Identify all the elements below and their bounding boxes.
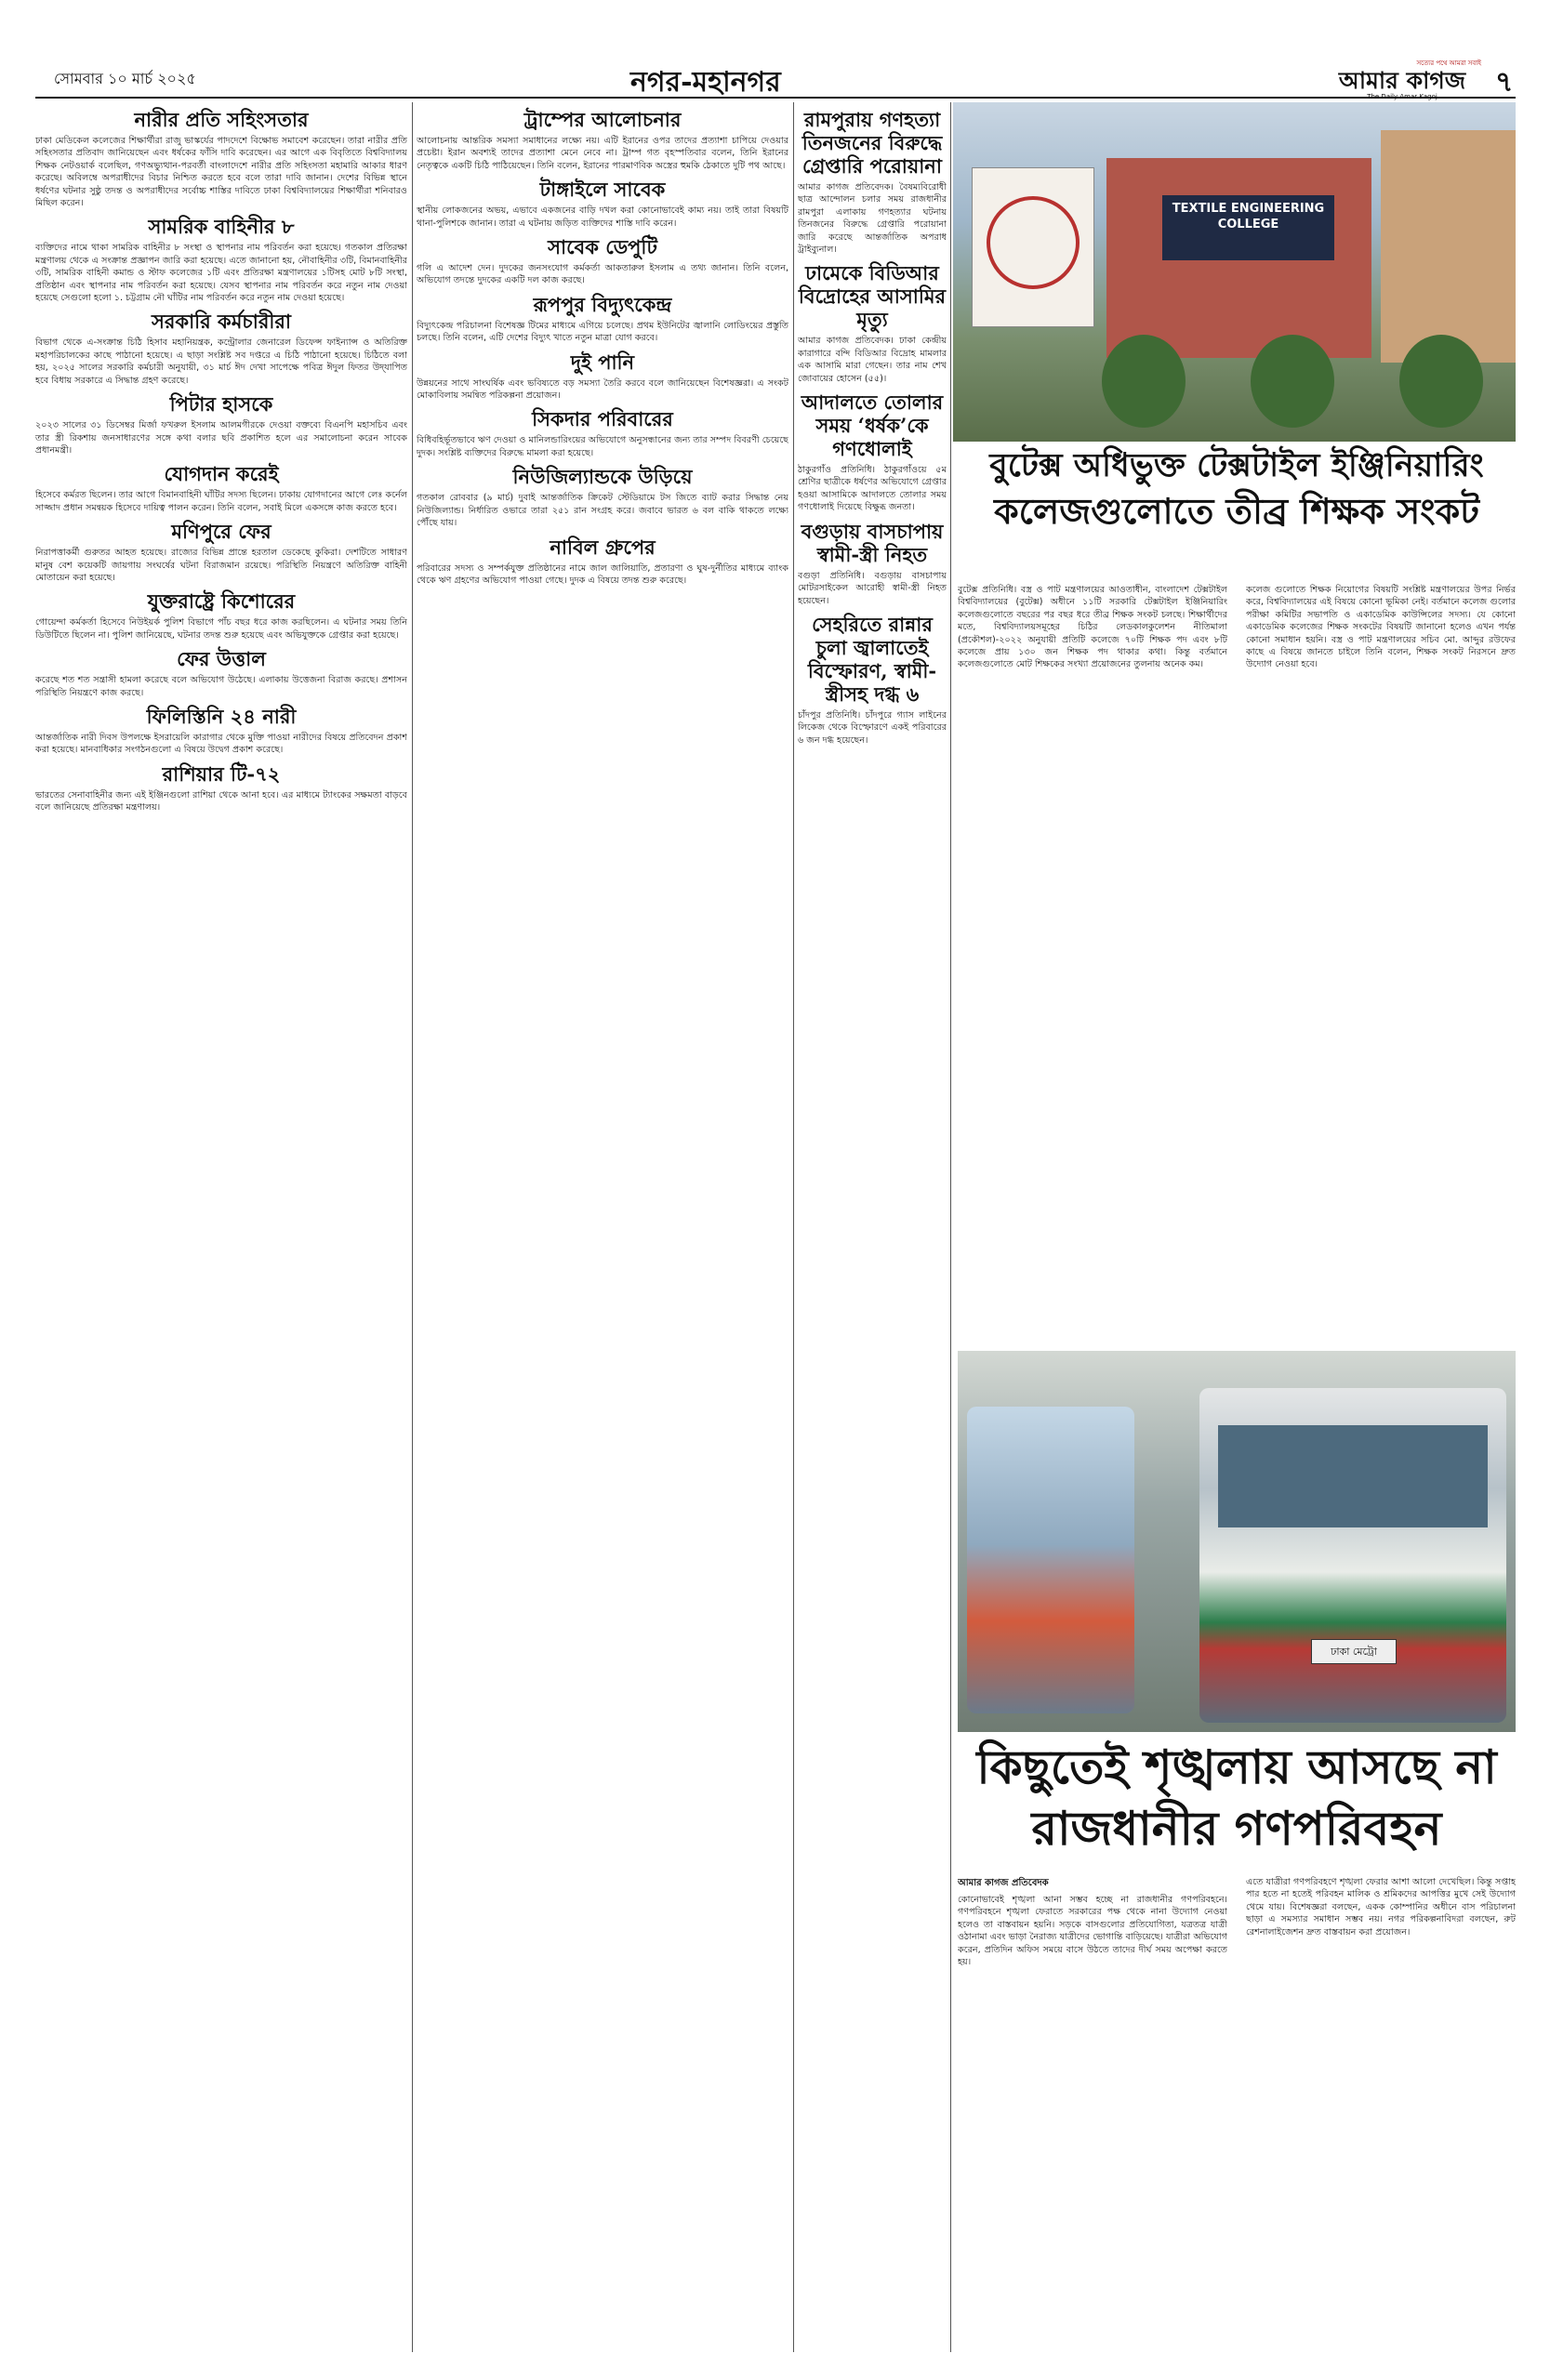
column-2 [417, 102, 788, 2361]
article-title: রামপুরায় গণহত্যা তিনজনের বিরুদ্ধে গ্রেপ্তারি পরোয়ানা [801, 108, 943, 178]
article-body: উন্নয়নের সাথে সাংঘর্ষিক এবং ভবিষ্যতে বড় সমস্যা তৈরি করবে বলে জানিয়েছেন বিশেষজ্ঞরা। এ সংকট মোকাবিলায় সমন্বিত পরিকল্পনা প্রয়োজন। [417, 377, 788, 402]
newspaper-logo [1323, 58, 1481, 100]
logo-name: আমার কাগজ [1338, 67, 1466, 94]
article [798, 520, 947, 607]
college-photo [953, 102, 1516, 442]
logo-tagline: সত্যের পথে আমরা সবাই [1416, 60, 1481, 67]
column-3 [798, 102, 947, 2361]
article [798, 613, 947, 747]
article [35, 520, 407, 584]
article-title: নাবিল গ্রুপের [550, 535, 656, 559]
article-body: বিভাগ থেকে এ-সংক্রান্ত চিঠি হিসাব মহানিয়ন্ত্রক, কন্ট্রোলার জেনারেল ডিফেন্স ফাইন্যান্স ও অতিরিক্ত মহাপরিচালকের কাছে পাঠানো হয়েছে। এ ছাড়া সংশ্লিষ্ট সব দপ্তরে এ চিঠি পাঠানো হয়েছে। চিঠিতে বলা হয়, ২০২৫ সালের সরকারি কর্মচারী অনুযায়ী, ৩১ মার্চ ঈদ দেখা সাপেক্ষে পবিত্র ঈদুল ফিতর উদ্‌যাপিত হবে বিধায় সরকারে এ সিদ্ধান্ত গ্রহণ করেছে। [35, 337, 407, 386]
story1-column [1246, 584, 1516, 1346]
article-body: করেছে শত শত সন্ত্রাসী হামলা করেছে বলে অভিযোগ উঠেছে। এলাকায় উত্তেজনা বিরাজ করছে। প্রশাসন পরিস্থিতি নিয়ন্ত্রণে কাজ করছে। [35, 675, 407, 698]
article-title: নারীর প্রতি সহিংসতার [134, 108, 309, 131]
article-body: আমার কাগজ প্রতিবেদক। বৈষম্যবিরোধী ছাত্র আন্দোলন চলার সময় রাজধানীর রামপুরা এলাকায় গণহত্যার ঘটনায় তিনজনের বিরুদ্ধে গ্রেপ্তারি পরোয়ানা জারি করেছে আন্তর্জাতিক অপরাধ ট্রাইব্যুনাল। [798, 182, 947, 256]
article-title: যুক্তরাষ্ট্রে কিশোরের [147, 589, 296, 614]
story2-column [1246, 1876, 1516, 2341]
column-divider [412, 102, 413, 2352]
article-title: সামরিক বাহিনীর ৮ [148, 215, 295, 239]
article [35, 647, 407, 699]
article-body: গোয়েন্দা কর্মকর্তা হিসেবে নিউইয়র্ক পুলিশ বিভাগে পাঁচ বছর ধরে কাজ করছিলেন। এ ঘটনার সময় তিনি ডিউটিতে ছিলেন না। পুলিশ জানিয়েছে, ঘটনার তদন্ত শুরু হয়েছে এবং অভিযুক্তকে গ্রেপ্তার করা হয়েছে। [35, 617, 407, 641]
article-body: গলি এ আদেশ দেন। দুদকের জনসংযোগ কর্মকর্তা আকতারুল ইসলাম এ তথ্য জানান। তিনি বলেন, অভিযোগ তদন্তে দুদকের একটি দল কাজ করছে। [417, 263, 788, 286]
logo-subtitle: The Daily Amar Kagoj [1367, 93, 1437, 100]
issue-date: সোমবার ১০ মার্চ ২০২৫ [54, 70, 196, 87]
tree [1102, 335, 1186, 428]
story2-headline [958, 1737, 1516, 1867]
section-title: নগর-মহানগর [630, 66, 781, 99]
bus-photo [958, 1351, 1516, 1732]
column-divider [950, 102, 951, 2352]
article-body: আলোচনায় আন্তরিক সমস্যা সমাধানের লক্ষ্যে নয়। এটি ইরানের ওপর তাদের প্রত্যাশা চাপিয়ে দেওয়ার প্রচেষ্টা। ইরান অবশ্যই তাদের প্রত্যাশা মেনে নেবে না। ট্রাম্প গত বৃহস্পতিবার বলেন, তিনি ইরানের নেতৃত্বকে একটি চিঠি পাঠিয়েছেন। তিনি বলেন, ইরানের পারমাণবিক অস্ত্রের হুমকি ঠেকাতে দুটি পথ আছে। [417, 136, 788, 171]
tree [1399, 335, 1483, 428]
article [417, 108, 788, 172]
article-body: আন্তর্জাতিক নারী দিবস উপলক্ষে ইসরায়েলি কারাগার থেকে মুক্তি পাওয়া নারীদের বিষয়ে প্রতিবেদন প্রকাশ করা হয়েছে। মানবাধিকার সংগঠনগুলো এ বিষয়ে উদ্বেগ প্রকাশ করেছে। [35, 732, 407, 756]
article [35, 705, 407, 757]
bus [967, 1407, 1134, 1713]
article-title: টাঙ্গাইলে সাবেক [539, 178, 666, 202]
article [35, 215, 407, 304]
headline-line: বুটেক্স অধিভুক্ত টেক্সটাইল ইঞ্জিনিয়ারিং [989, 447, 1484, 484]
article-title: ট্রাম্পের আলোচনার [523, 108, 682, 131]
college-sign: TEXTILE ENGINEERING COLLEGE [1162, 195, 1334, 260]
article-title: ফের উত্তাল [177, 647, 266, 671]
bus-windshield [1218, 1425, 1488, 1527]
article [417, 536, 788, 588]
article [417, 178, 788, 230]
story-body: কলেজ গুলোতে শিক্ষক নিয়োগের বিষয়টি সংশ্লিষ্ট মন্ত্রণালয়ের উপর নির্ভর করে, বিশ্ববিদ্যালয়ের এই বিষয়ে কোনো ভূমিকা নেই। বর্তমানে কলেজ গুলোর পরীক্ষা কমিটির সভাপতি ও একাডেমিক কাউন্সিলের সদস্য। যে কোনো একাডেমিক কলেজের শিক্ষক সংকটের বিষয়টি জানানো হলেও এখন পর্যন্ত কোনো সমাধান হয়নি। বস্ত্র ও পাট মন্ত্রণালয়ের সচিব মো. আব্দুর রউফের কাছে এ বিষয়ে জানতে চাইলে তিনি বলেন, শিক্ষক সংকট নিরসনে দ্রুত উদ্যোগ নেওয়া হবে। [1246, 585, 1516, 670]
headline-line: কলেজগুলোতে তীব্র শিক্ষক সংকট [994, 491, 1479, 532]
article [35, 108, 407, 209]
article-title: ঢামেকে বিডিআর বিদ্রোহের আসামির মৃত্যু [798, 261, 947, 332]
article-title: পিটার হাসকে [169, 392, 273, 416]
bus [1199, 1388, 1506, 1723]
article [35, 762, 407, 814]
article-title: নিউজিল্যান্ডকে উড়িয়ে [512, 465, 693, 489]
story-body: বুটেক্স প্রতিনিধি। বস্ত্র ও পাট মন্ত্রণালয়ের আওতাধীন, বাংলাদেশ টেক্সটাইল বিশ্ববিদ্যালয়ের (বুটেক্স) অধীনে ১১টি সরকারি টেক্সটাইল ইঞ্জিনিয়ারিং কলেজগুলোতে বছরের পর বছর ধরে তীব্র শিক্ষক সংকট চলছে। শিক্ষার্থীদের মতে, বিশ্ববিদ্যালয়সমূহের চিঠির লেডকালকুলেশন নীতিমালা (প্রকৌশল)-২০২২ অনুযায়ী প্রতিটি কলেজে ৭০টি শিক্ষক পদ এবং ৮টি কলেজে প্রায় ১৩০ জন শিক্ষক পদ থাকার কথা। কিন্তু বর্তমানে কলেজগুলোতে মোট শিক্ষকের সংখ্যা প্রয়োজনের তুলনায় অনেক কম। [958, 585, 1227, 670]
story-body: এতে যাত্রীরা গণপরিবহণে শৃঙ্খলা ফেরার আশা আলো দেখেছিল। কিন্তু সপ্তাহ পার হতে না হতেই পরিবহন মালিক ও শ্রমিকদের আপত্তির মুখে সেই উদ্যোগ থেমে যায়। বিশেষজ্ঞরা বলছেন, একক কোম্পানির অধীনে বাস পরিচালনা ছাড়া এ সমস্যার সমাধান সম্ভব নয়। নগর পরিকল্পনাবিদরা বলছেন, রুট রেশনালাইজেশন দ্রুত বাস্তবায়ন করা প্রয়োজন। [1246, 1877, 1516, 1937]
article [417, 293, 788, 345]
article-body: ঠাকুরগাঁও প্রতিনিধি। ঠাকুরগাঁওয়ে ৫ম শ্রেণির ছাত্রীকে ধর্ষণের অভিযোগে গ্রেপ্তার হওয়া আসামিকে আদালতে তোলার সময় গণধোলাই দিয়েছে বিক্ষুব্ধ জনতা। [798, 465, 947, 513]
column-1 [35, 102, 407, 2361]
column-divider [793, 102, 794, 2352]
article-title: সাবেক ডেপুটি [548, 235, 657, 259]
article-title: রাশিয়ার টি-৭২ [162, 761, 281, 786]
byline: আমার কাগজ প্রতিবেদক [958, 1878, 1049, 1888]
article-title: সিকদার পরিবারের [532, 407, 673, 431]
article [417, 350, 788, 403]
article [35, 589, 407, 641]
article-body: আমার কাগজ প্রতিবেদক। ঢাকা কেন্দ্রীয় কারাগারে বন্দি বিডিআর বিদ্রোহ মামলার এক আসামি মারা গেছেন। তার নাম শেখ জোবায়ের হোসেন (৫৫)। [798, 336, 947, 384]
article [35, 462, 407, 514]
article-title: ফিলিস্তিনি ২৪ নারী [146, 704, 297, 728]
article-body: ভারতের সেনাবাহিনীর জন্য এই ইঞ্জিনগুলো রাশিয়া থেকে আনা হবে। এর মাধ্যমে ট্যাংকের সক্ষমতা বাড়বে বলে জানিয়েছে প্রতিরক্ষা মন্ত্রণালয়। [35, 789, 407, 813]
article-body: বিদ্যুৎকেন্দ্র পরিচালনা বিশেষজ্ঞ টিমের মাধ্যমে এগিয়ে চলেছে। প্রথম ইউনিটের জ্বালানি লোডিংয়ের প্রস্তুতি চলছে। তিনি বলেন, এটি দেশের বিদ্যুৎ খাতে নতুন মাত্রা যোগ করবে। [417, 320, 788, 344]
article-body: পরিবারের সদস্য ও সম্পর্কযুক্ত প্রতিষ্ঠানের নামে জাল জালিয়াতি, প্রতারণা ও ঘুষ-দুর্নীতির মাধ্যমে ব্যাংক থেকে ঋণ গ্রহণের অভিযোগ পাওয়া গেছে। দুদক এ বিষয়ে তদন্ত শুরু করেছে। [417, 562, 788, 586]
article [35, 392, 407, 456]
article [798, 261, 947, 385]
tree [1251, 335, 1334, 428]
masthead [35, 58, 1516, 99]
story1-headline [958, 444, 1516, 575]
college-building [1381, 130, 1516, 363]
article-title: সরকারি কর্মচারীরা [151, 310, 292, 334]
article-body: ব্যক্তিদের নামে থাকা সামরিক বাহিনীর ৮ সংস্থা ও স্থাপনার নাম পরিবর্তন করা হয়েছে। গতকাল প্রতিরক্ষা মন্ত্রণালয় থেকে এ সংক্রান্ত প্রজ্ঞাপন জারি করা হয়েছে। এতে জানানো হয়, নৌবাহিনীর ৩টি, বিমানবাহিনীর ৩টি, সামরিক বাহিনী কমান্ড ও স্টাফ কলেজের ১টি এবং প্রতিরক্ষা মন্ত্রণালয়ের ১টিসহ মোট ৮টি সংস্থা, প্রতিষ্ঠান এবং স্থাপনার নাম পরিবর্তন করা হয়েছে। যেসব স্থাপনার নাম পরিবর্তন করে নতুন নাম দেওয়া হয়েছে সেগুলো হলো ১. চট্টগ্রাম নৌ ঘাঁটির নাম পরিবর্তন করে নতুন নাম দেওয়া হয়েছে। [35, 243, 407, 304]
page-number: ৭ [1495, 66, 1514, 99]
article [417, 407, 788, 459]
headline-line: কিছুতেই শৃঙ্খলায় আসছে না রাজধানীর গণপরিবহন [976, 1740, 1497, 1856]
article-body: গতকাল রোববার (৯ মার্চ) দুবাই আন্তর্জাতিক ক্রিকেট স্টেডিয়ামে টস জিতে ব্যাট করার সিদ্ধান্ত নেয় নিউজিল্যান্ড। নির্ধারিত ওভারে তারা ২৫১ রান সংগ্রহ করে। জবাবে ভারত ৬ বল বাকি থাকতে লক্ষ্যে পৌঁছে যায়। [417, 493, 788, 529]
article-title: মণিপুরে ফের [171, 520, 272, 544]
article [417, 465, 788, 529]
story-body: কোনোভাবেই শৃঙ্খলা আনা সম্ভব হচ্ছে না রাজধানীর গণপরিবহনে। গণপরিবহনে শৃঙ্খলা ফেরাতে সরকারের পক্ষ থেকে নানা উদ্যোগ নেওয়া হলেও তা বাস্তবায়ন হয়নি। সড়কে বাসগুলোর প্রতিযোগিতা, যত্রতত্র যাত্রী ওঠানামা এবং ভাড়া নৈরাজ্য যাত্রীদের ভোগান্তি বাড়িয়েছে। যাত্রীরা অভিযোগ করেন, প্রতিদিন অফিস সময়ে বাসে উঠতে তাদের দীর্ঘ সময় অপেক্ষা করতে হয়। [958, 1895, 1227, 1968]
article-title: আদালতে তোলার সময় ‘ধর্ষক’কে গণধোলাই [801, 390, 944, 461]
article-body: বগুড়া প্রতিনিধি। বগুড়ায় বাসচাপায় মোটরসাইকেল আরোহী স্বামী-স্ত্রী নিহত হয়েছেন। [798, 570, 947, 606]
article-title: দুই পানি [570, 350, 635, 374]
article-title: যোগদান করেই [164, 462, 279, 486]
article-body: নিরাপত্তাকর্মী গুরুতর আহত হয়েছে। রাজ্যের বিভিন্ন প্রান্তে হরতাল ডেকেছে কুকিরা। দেশটিতে সাধারণ মানুষ বেশ কয়েকটি জায়গায় সংঘর্ষের ঘটনা বিরাজমান রয়েছে। পরিস্থিতি নিয়ন্ত্রণে অতিরিক্ত বাহিনী মোতায়েন করা হয়েছে। [35, 548, 407, 583]
article [417, 235, 788, 287]
article [798, 108, 947, 256]
article-title: বগুড়ায় বাসচাপায় স্বামী-স্ত্রী নিহত [801, 519, 944, 566]
article-title: রূপপুর বিদ্যুৎকেন্দ্র [533, 292, 672, 316]
article [798, 390, 947, 514]
article-body: হিসেবে কর্মরত ছিলেন। তার আগে বিমানবাহিনী ঘাঁটির সদস্য ছিলেন। ঢাকায় যোগদানের আগে লেঃ কর্নেল সাজ্জাদ প্রধান সমন্বয়ক হিসেবে দায়িত্ব পালন করেন। তিনি বলেন, সবাই মিলে একসঙ্গে কাজ করতে হবে। [35, 490, 407, 513]
story2-column [958, 1876, 1227, 2341]
article-body: ঢাকা মেডিকেল কলেজের শিক্ষার্থীরা রাজু ভাস্কর্যের পাদদেশে বিক্ষোভ সমাবেশ করেছেন। তারা নারীর প্রতি সহিংসতার প্রতিবাদ জানিয়েছেন এবং ধর্ষকের ফাঁসি দাবি করেছেন। এর আগে এক বিবৃতিতে বিশ্ববিদ্যালয় শিক্ষক নেটওয়ার্ক বলেছিল, গণঅভ্যুত্থান-পরবর্তী বাংলাদেশে নারীর প্রতি সহিংসতা মহামারি আকার ধারণ করেছে। অবিলম্বে অপরাধীদের বিচার নিশ্চিত করতে হবে বলে তারা দাবি জানান। দেশের বিভিন্ন স্থানে ধর্ষণের ঘটনার সুষ্ঠু তদন্ত ও অপরাধীদের সর্বোচ্চ শাস্তির দাবিতে ঢাকা বিশ্ববিদ্যালয়ের শিক্ষার্থীরা শনিবারও মিছিল করেন। [35, 136, 407, 209]
bus-plate: ঢাকা মেট্রো [1311, 1639, 1397, 1664]
article-body: ২০২৩ সালের ৩১ ডিসেম্বর মির্জা ফখরুল ইসলাম আলমগীরকে দেওয়া বক্তব্যে বিএনপি মহাসচিব এবং তার স্ত্রী রিকশায় জনসাধারণের সঙ্গে কথা বলার ছবি প্রকাশিত হলে এর সমালোচনা করেন সাবেক প্রধানমন্ত্রী। [35, 420, 407, 456]
article-title: সেহরিতে রান্নার চুলা জ্বালাতেই বিস্ফোরণ, স্বামী-স্ত্রীসহ দগ্ধ ৬ [807, 612, 937, 706]
article-body: চাঁদপুর প্রতিনিধি। চাঁদপুরে গ্যাস লাইনের লিকেজ থেকে বিস্ফোরণে একই পরিবারের ৬ জন দগ্ধ হয়েছেন। [798, 709, 947, 746]
seal-image [972, 167, 1094, 327]
article [35, 310, 407, 387]
story1-column [958, 584, 1227, 1346]
article-body: স্থানীয় লোকজনের অভয়, এভাবে একজনের বাড়ি দখল করা কোনোভাবেই কাম্য নয়। তাই তারা বিষয়টি থানা-পুলিশকে জানান। তারা এ ঘটনায় জড়িত ব্যক্তিদের শাস্তি দাবি করেন। [417, 205, 788, 229]
article-body: বিধিবহির্ভূতভাবে ঋণ দেওয়া ও মানিলন্ডারিংয়ের অভিযোগে অনুসন্ধানের জন্য তার সম্পদ বিবরণী চেয়েছে দুদক। সংশ্লিষ্ট ব্যক্তিদের বিরুদ্ধে মামলা করা হয়েছে। [417, 435, 788, 458]
seal-ring [987, 196, 1080, 289]
